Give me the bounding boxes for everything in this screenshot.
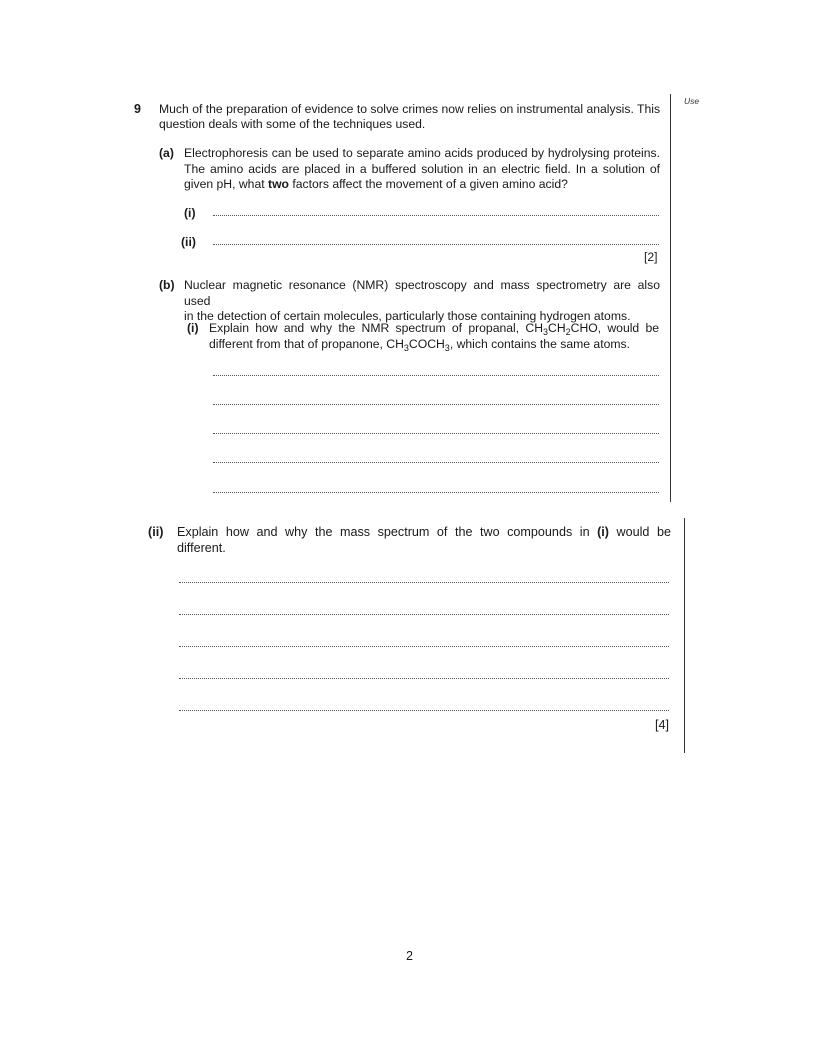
part-b-text-line2: in the detection of certain molecules, particularly those containing hydrogen atoms. (184, 309, 631, 323)
part-b-sub-ii-text (177, 524, 671, 556)
answer-line-b-ii-3[interactable] (179, 646, 669, 647)
answer-line-a-i[interactable] (213, 215, 659, 216)
page-number: 2 (406, 949, 414, 963)
answer-line-b-ii-2[interactable] (179, 614, 669, 615)
part-b-text-line1: Nuclear magnetic resonance (NMR) spectroscopy and mass spectrometry are also used (184, 278, 660, 308)
question-number: 9 (134, 102, 141, 116)
part-a-marks: [2] (644, 250, 658, 264)
part-b-sub-ii-line1: Explain how and why the mass spectrum of the two compounds in (i) would be (177, 525, 671, 539)
part-b-sub-ii-marks: [4] (655, 718, 670, 732)
answer-line-b-ii-5[interactable] (179, 710, 669, 711)
part-b-text (184, 278, 660, 325)
part-a-label: (a) (159, 146, 174, 160)
part-a-sub-i-label: (i) (184, 206, 196, 220)
answer-line-b-i-4[interactable] (213, 462, 659, 463)
answer-line-b-i-2[interactable] (213, 404, 659, 405)
answer-line-b-i-3[interactable] (213, 433, 659, 434)
answer-line-b-i-1[interactable] (213, 375, 659, 376)
part-b-sub-ii-label: (ii) (148, 525, 164, 539)
margin-rule-top (670, 94, 671, 502)
part-b-sub-i-line1: Explain how and why the NMR spectrum of propanal, $CH_3CH_2CHO$, would be (209, 321, 660, 337)
answer-line-b-ii-1[interactable] (179, 582, 669, 583)
part-a-sub-ii-label: (ii) (181, 235, 196, 249)
answer-line-a-ii[interactable] (213, 244, 659, 245)
part-a-text-line2: The amino acids are placed in a buffered solution in an electric field. In a solution of (184, 161, 660, 176)
part-a-text-line3: given pH, what two factors affect the movement of a given amino acid? (184, 177, 568, 191)
part-b-sub-i-text (209, 321, 659, 352)
part-a-text-line1: Electrophoresis can be used to separate amino acids produced by hydrolysing proteins. (184, 146, 660, 160)
question-intro-line1: Much of the preparation of evidence to solve crimes now relies on instrumental analysis. This (159, 102, 661, 116)
part-b-sub-i-label: (i) (187, 321, 199, 335)
emphasis-i: (i) (597, 525, 609, 539)
answer-line-b-i-5[interactable] (213, 492, 659, 493)
margin-label: Use (684, 96, 700, 106)
question-intro-line2: question deals with some of the techniques used. (159, 117, 426, 131)
answer-line-b-ii-4[interactable] (179, 678, 669, 679)
margin-rule-bottom (684, 518, 685, 753)
part-b-label: (b) (159, 278, 175, 292)
part-b-sub-ii-line2: different. (177, 541, 226, 555)
part-a-text (184, 146, 660, 193)
emphasis-two: two (268, 177, 289, 191)
part-b-sub-i-line2: different from that of propanone, $CH_3COCH_3$, which contains the same atoms. (209, 336, 631, 353)
